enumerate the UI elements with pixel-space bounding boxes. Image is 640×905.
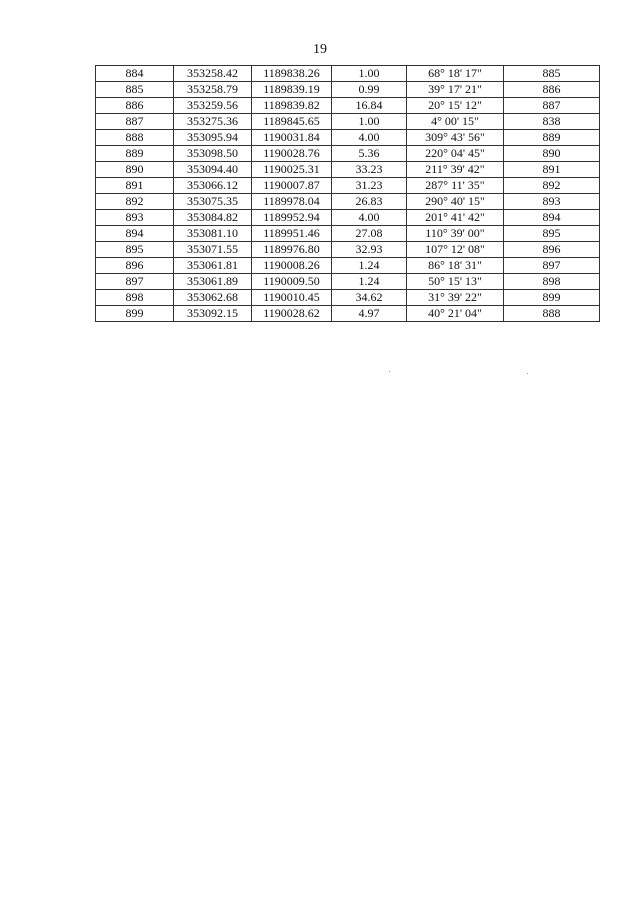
y-coordinate-cell: 1189838.26 bbox=[252, 66, 332, 82]
x-coordinate-cell: 353084.82 bbox=[174, 210, 252, 226]
x-coordinate-cell: 353061.81 bbox=[174, 258, 252, 274]
point-to-cell: 897 bbox=[504, 258, 600, 274]
distance-cell: 34.62 bbox=[332, 290, 407, 306]
point-to-cell: 898 bbox=[504, 274, 600, 290]
distance-cell: 0.99 bbox=[332, 82, 407, 98]
bearing-cell: 86° 18' 31" bbox=[407, 258, 504, 274]
table-row bbox=[96, 162, 600, 178]
bearing-cell: 211° 39' 42" bbox=[407, 162, 504, 178]
y-coordinate-cell: 1190025.31 bbox=[252, 162, 332, 178]
bearing-cell: 39° 17' 21" bbox=[407, 82, 504, 98]
x-coordinate-cell: 353098.50 bbox=[174, 146, 252, 162]
distance-cell: 33.23 bbox=[332, 162, 407, 178]
table-row bbox=[96, 130, 600, 146]
bearing-cell: 309° 43' 56" bbox=[407, 130, 504, 146]
distance-cell: 31.23 bbox=[332, 178, 407, 194]
point-to-cell: 885 bbox=[504, 66, 600, 82]
distance-cell: 4.00 bbox=[332, 210, 407, 226]
bearing-cell: 220° 04' 45" bbox=[407, 146, 504, 162]
table-row bbox=[96, 146, 600, 162]
x-coordinate-cell: 353258.79 bbox=[174, 82, 252, 98]
distance-cell: 4.97 bbox=[332, 306, 407, 322]
point-to-cell: 895 bbox=[504, 226, 600, 242]
table-row bbox=[96, 178, 600, 194]
x-coordinate-cell: 353092.15 bbox=[174, 306, 252, 322]
point-to-cell: 892 bbox=[504, 178, 600, 194]
y-coordinate-cell: 1190028.62 bbox=[252, 306, 332, 322]
point-to-cell: 896 bbox=[504, 242, 600, 258]
coordinate-table bbox=[95, 65, 600, 322]
point-from-cell: 884 bbox=[96, 66, 174, 82]
distance-cell: 27.08 bbox=[332, 226, 407, 242]
bearing-cell: 110° 39' 00" bbox=[407, 226, 504, 242]
table-row bbox=[96, 210, 600, 226]
bearing-cell: 31° 39' 22" bbox=[407, 290, 504, 306]
table-row bbox=[96, 66, 600, 82]
point-from-cell: 893 bbox=[96, 210, 174, 226]
distance-cell: 1.24 bbox=[332, 258, 407, 274]
point-from-cell: 895 bbox=[96, 242, 174, 258]
x-coordinate-cell: 353066.12 bbox=[174, 178, 252, 194]
y-coordinate-cell: 1190010.45 bbox=[252, 290, 332, 306]
y-coordinate-cell: 1189845.65 bbox=[252, 114, 332, 130]
table-row bbox=[96, 258, 600, 274]
x-coordinate-cell: 353095.94 bbox=[174, 130, 252, 146]
point-from-cell: 888 bbox=[96, 130, 174, 146]
page-number: 19 bbox=[313, 42, 327, 57]
distance-cell: 5.36 bbox=[332, 146, 407, 162]
distance-cell: 4.00 bbox=[332, 130, 407, 146]
bearing-cell: 107° 12' 08" bbox=[407, 242, 504, 258]
y-coordinate-cell: 1190007.87 bbox=[252, 178, 332, 194]
y-coordinate-cell: 1189976.80 bbox=[252, 242, 332, 258]
point-from-cell: 891 bbox=[96, 178, 174, 194]
table-row bbox=[96, 82, 600, 98]
bearing-cell: 287° 11' 35" bbox=[407, 178, 504, 194]
point-from-cell: 885 bbox=[96, 82, 174, 98]
point-from-cell: 898 bbox=[96, 290, 174, 306]
y-coordinate-cell: 1189952.94 bbox=[252, 210, 332, 226]
x-coordinate-cell: 353061.89 bbox=[174, 274, 252, 290]
point-to-cell: 889 bbox=[504, 130, 600, 146]
point-to-cell: 887 bbox=[504, 98, 600, 114]
bearing-cell: 50° 15' 13" bbox=[407, 274, 504, 290]
distance-cell: 1.00 bbox=[332, 114, 407, 130]
table-row bbox=[96, 242, 600, 258]
table-row bbox=[96, 274, 600, 290]
bearing-cell: 201° 41' 42" bbox=[407, 210, 504, 226]
point-to-cell: 886 bbox=[504, 82, 600, 98]
y-coordinate-cell: 1189951.46 bbox=[252, 226, 332, 242]
scan-speck bbox=[527, 373, 528, 374]
x-coordinate-cell: 353258.42 bbox=[174, 66, 252, 82]
table-row bbox=[96, 290, 600, 306]
y-coordinate-cell: 1190009.50 bbox=[252, 274, 332, 290]
point-from-cell: 889 bbox=[96, 146, 174, 162]
scan-speck bbox=[389, 371, 390, 372]
x-coordinate-cell: 353094.40 bbox=[174, 162, 252, 178]
point-from-cell: 892 bbox=[96, 194, 174, 210]
bearing-cell: 290° 40' 15" bbox=[407, 194, 504, 210]
table-row bbox=[96, 114, 600, 130]
y-coordinate-cell: 1189978.04 bbox=[252, 194, 332, 210]
point-from-cell: 890 bbox=[96, 162, 174, 178]
distance-cell: 1.24 bbox=[332, 274, 407, 290]
point-to-cell: 893 bbox=[504, 194, 600, 210]
bearing-cell: 68° 18' 17" bbox=[407, 66, 504, 82]
x-coordinate-cell: 353081.10 bbox=[174, 226, 252, 242]
bearing-cell: 40° 21' 04" bbox=[407, 306, 504, 322]
point-from-cell: 886 bbox=[96, 98, 174, 114]
x-coordinate-cell: 353071.55 bbox=[174, 242, 252, 258]
table-row bbox=[96, 226, 600, 242]
point-from-cell: 899 bbox=[96, 306, 174, 322]
bearing-cell: 4° 00' 15" bbox=[407, 114, 504, 130]
y-coordinate-cell: 1190031.84 bbox=[252, 130, 332, 146]
distance-cell: 16.84 bbox=[332, 98, 407, 114]
bearing-cell: 20° 15' 12" bbox=[407, 98, 504, 114]
point-from-cell: 887 bbox=[96, 114, 174, 130]
y-coordinate-cell: 1189839.82 bbox=[252, 98, 332, 114]
table-row bbox=[96, 194, 600, 210]
point-to-cell: 838 bbox=[504, 114, 600, 130]
x-coordinate-cell: 353259.56 bbox=[174, 98, 252, 114]
point-from-cell: 896 bbox=[96, 258, 174, 274]
table-row bbox=[96, 306, 600, 322]
y-coordinate-cell: 1190028.76 bbox=[252, 146, 332, 162]
point-from-cell: 897 bbox=[96, 274, 174, 290]
table-row bbox=[96, 98, 600, 114]
y-coordinate-cell: 1190008.26 bbox=[252, 258, 332, 274]
x-coordinate-cell: 353062.68 bbox=[174, 290, 252, 306]
point-to-cell: 891 bbox=[504, 162, 600, 178]
table-body bbox=[96, 66, 600, 322]
x-coordinate-cell: 353075.35 bbox=[174, 194, 252, 210]
distance-cell: 1.00 bbox=[332, 66, 407, 82]
y-coordinate-cell: 1189839.19 bbox=[252, 82, 332, 98]
distance-cell: 32.93 bbox=[332, 242, 407, 258]
point-from-cell: 894 bbox=[96, 226, 174, 242]
point-to-cell: 888 bbox=[504, 306, 600, 322]
point-to-cell: 894 bbox=[504, 210, 600, 226]
point-to-cell: 890 bbox=[504, 146, 600, 162]
point-to-cell: 899 bbox=[504, 290, 600, 306]
distance-cell: 26.83 bbox=[332, 194, 407, 210]
x-coordinate-cell: 353275.36 bbox=[174, 114, 252, 130]
